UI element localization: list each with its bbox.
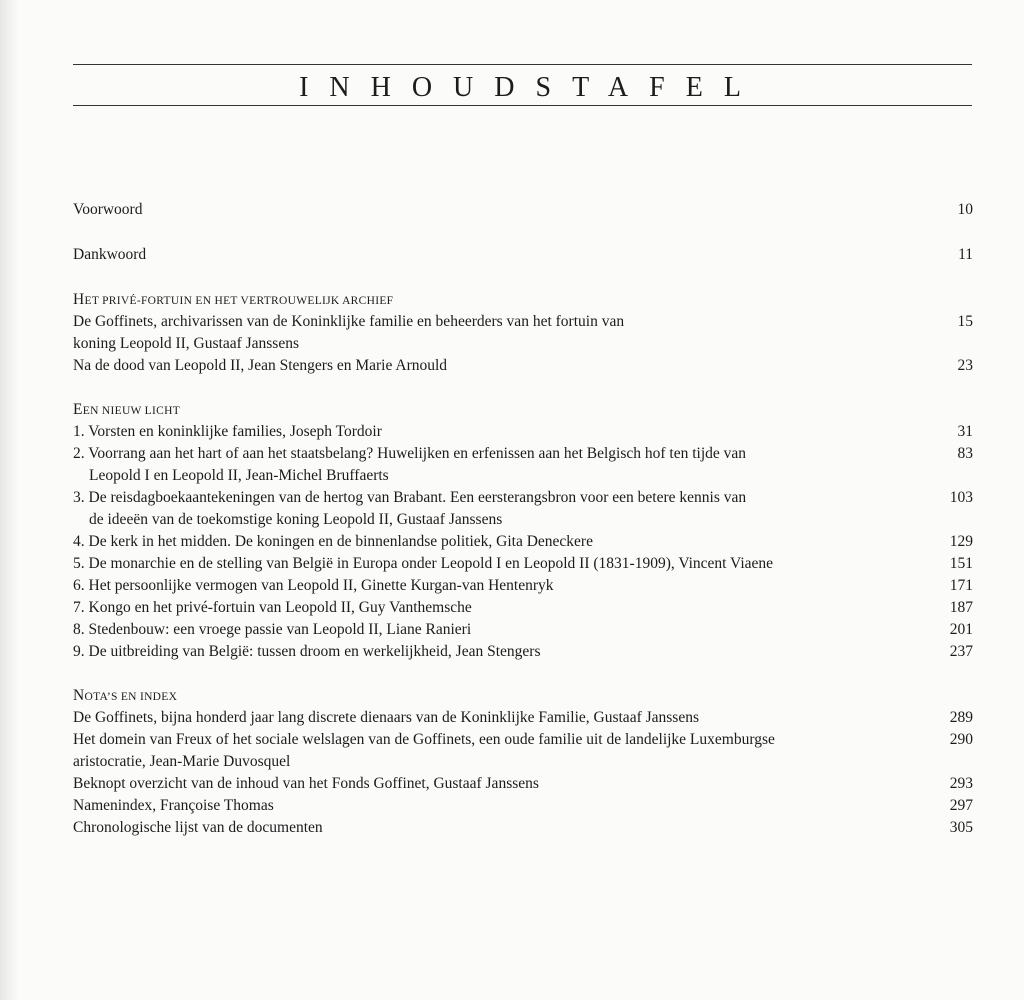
toc-entry-title bbox=[73, 773, 933, 795]
section-heading bbox=[73, 289, 973, 311]
toc-section bbox=[73, 399, 973, 663]
toc-page-number: 129 bbox=[949, 533, 973, 550]
section-heading bbox=[73, 399, 973, 421]
toc-page-number: 297 bbox=[949, 797, 973, 814]
toc-entry-title bbox=[73, 487, 933, 531]
toc-entry-line: Chronologische lijst van de documenten bbox=[73, 819, 323, 836]
toc-entry[interactable] bbox=[73, 773, 973, 795]
toc-entry-title bbox=[73, 575, 933, 597]
toc-entry-line: Het domein van Freux of het sociale welslagen van de Goffinets, een oude familie uit de landelijke Luxemburgse bbox=[73, 731, 775, 748]
toc-entry-title bbox=[73, 244, 933, 266]
toc-page-number: 103 bbox=[949, 489, 973, 506]
toc-entry-title bbox=[73, 619, 933, 641]
title-bottom-rule bbox=[73, 105, 972, 106]
toc-entry[interactable] bbox=[73, 421, 973, 443]
toc-page-number: 10 bbox=[957, 201, 973, 218]
toc-page-number: 31 bbox=[957, 423, 973, 440]
toc-entry-line: De Goffinets, archivarissen van de Koninklijke familie en beheerders van het fortuin van bbox=[73, 313, 625, 330]
toc-entry-line: Na de dood van Leopold II, Jean Stengers en Marie Arnould bbox=[73, 357, 448, 374]
toc-entry[interactable] bbox=[73, 531, 973, 553]
toc-entry-title bbox=[73, 729, 933, 773]
toc-entry-line: Leopold I en Leopold II, Jean-Michel Bruffaerts bbox=[89, 467, 389, 484]
toc-page-number: 15 bbox=[957, 313, 973, 330]
toc-entry[interactable] bbox=[73, 553, 973, 575]
toc-entry[interactable] bbox=[73, 311, 973, 355]
toc-entry-line: 1. Vorsten en koninklijke families, Joseph Tordoir bbox=[73, 423, 382, 440]
toc-entry-line: koning Leopold II, Gustaaf Janssens bbox=[73, 335, 299, 352]
toc-entry-title bbox=[73, 421, 933, 443]
toc-entry-title bbox=[73, 553, 933, 575]
toc-entry-title bbox=[73, 199, 933, 221]
section-heading-initial: N bbox=[73, 687, 85, 704]
toc-section bbox=[73, 289, 973, 377]
section-heading-rest: ET PRIVÉ-FORTUIN EN HET VERTROUWELIJK ARCHIEF bbox=[84, 295, 394, 307]
section-heading-initial: E bbox=[73, 401, 83, 418]
page-title: INHOUDSTAFEL bbox=[299, 72, 762, 103]
toc-page-number: 201 bbox=[949, 621, 973, 638]
toc-entry-title bbox=[73, 597, 933, 619]
toc-entry-line: 7. Kongo en het privé-fortuin van Leopold II, Guy Vanthemsche bbox=[73, 599, 472, 616]
toc-section bbox=[73, 685, 973, 839]
toc-entry-line: aristocratie, Jean-Marie Duvosquel bbox=[73, 753, 291, 770]
section-heading-rest: EN NIEUW LICHT bbox=[82, 405, 181, 417]
toc-entry-line: 9. De uitbreiding van België: tussen droom en werkelijkheid, Jean Stengers bbox=[73, 643, 541, 660]
toc-entry[interactable] bbox=[73, 597, 973, 619]
toc-entry[interactable] bbox=[73, 795, 973, 817]
toc-entry[interactable] bbox=[73, 707, 973, 729]
toc-entry[interactable] bbox=[73, 244, 973, 266]
toc-page-number: 171 bbox=[949, 577, 973, 594]
toc-entry-line: Namenindex, Françoise Thomas bbox=[73, 797, 274, 814]
toc-entry-line: De Goffinets, bijna honderd jaar lang discrete dienaars van de Koninklijke Familie, Gustaaf Janssens bbox=[73, 709, 699, 726]
toc-page-number: 293 bbox=[949, 775, 973, 792]
toc-entry[interactable] bbox=[73, 355, 973, 377]
section-heading-rest: OTA’S EN INDEX bbox=[84, 691, 178, 703]
toc-page-number: 187 bbox=[949, 599, 973, 616]
toc-page-number: 23 bbox=[957, 357, 973, 374]
toc-entry-title bbox=[73, 641, 933, 663]
toc-page-number: 83 bbox=[957, 445, 973, 462]
toc-entry-title bbox=[73, 311, 933, 355]
toc-entry-title bbox=[73, 443, 933, 487]
toc-page-number: 290 bbox=[949, 731, 973, 748]
toc-page-number: 289 bbox=[949, 709, 973, 726]
toc-entry-line: Voorwoord bbox=[73, 201, 143, 218]
toc-entry[interactable] bbox=[73, 199, 973, 221]
table-of-contents bbox=[73, 199, 973, 839]
toc-entry-line: 4. De kerk in het midden. De koningen en de binnenlandse politiek, Gita Deneckere bbox=[73, 533, 593, 550]
toc-entry-line: 2. Voorrang aan het hart of aan het staatsbelang? Huwelijken en erfenissen aan het Belgisch hof ten tijde van bbox=[73, 445, 747, 462]
toc-page-number: 305 bbox=[949, 819, 973, 836]
section-heading bbox=[73, 685, 973, 707]
toc-entry-line: Beknopt overzicht van de inhoud van het Fonds Goffinet, Gustaaf Janssens bbox=[73, 775, 539, 792]
toc-entry[interactable] bbox=[73, 641, 973, 663]
toc-entry-line: 3. De reisdagboekaantekeningen van de hertog van Brabant. Een eersterangsbron voor een betere kennis van bbox=[73, 489, 747, 506]
toc-entry[interactable] bbox=[73, 817, 973, 839]
toc-entry-title bbox=[73, 707, 933, 729]
toc-entry[interactable] bbox=[73, 619, 973, 641]
toc-entry-title bbox=[73, 817, 933, 839]
toc-entry[interactable] bbox=[73, 443, 973, 487]
toc-entry-line: 8. Stedenbouw: een vroege passie van Leopold II, Liane Ranieri bbox=[73, 621, 472, 638]
toc-entry[interactable] bbox=[73, 487, 973, 531]
toc-entry-line: 6. Het persoonlijke vermogen van Leopold II, Ginette Kurgan-van Hentenryk bbox=[73, 577, 554, 594]
section-heading-initial: H bbox=[73, 291, 85, 308]
title-top-rule bbox=[73, 64, 972, 65]
toc-entry-line: de ideeën van de toekomstige koning Leopold II, Gustaaf Janssens bbox=[89, 511, 503, 528]
toc-entry[interactable] bbox=[73, 729, 973, 773]
toc-entry-line: 5. De monarchie en de stelling van België in Europa onder Leopold I en Leopold II (1831-1909), Vincent Viaene bbox=[73, 555, 774, 572]
toc-entry[interactable] bbox=[73, 575, 973, 597]
toc-entry-title bbox=[73, 355, 933, 377]
toc-page-number: 11 bbox=[958, 246, 973, 263]
toc-page-number: 151 bbox=[949, 555, 973, 572]
toc-entry-title bbox=[73, 531, 933, 553]
toc-entry-line: Dankwoord bbox=[73, 246, 147, 263]
toc-entry-title bbox=[73, 795, 933, 817]
page-shadow bbox=[0, 0, 18, 1000]
toc-page-number: 237 bbox=[949, 643, 973, 660]
